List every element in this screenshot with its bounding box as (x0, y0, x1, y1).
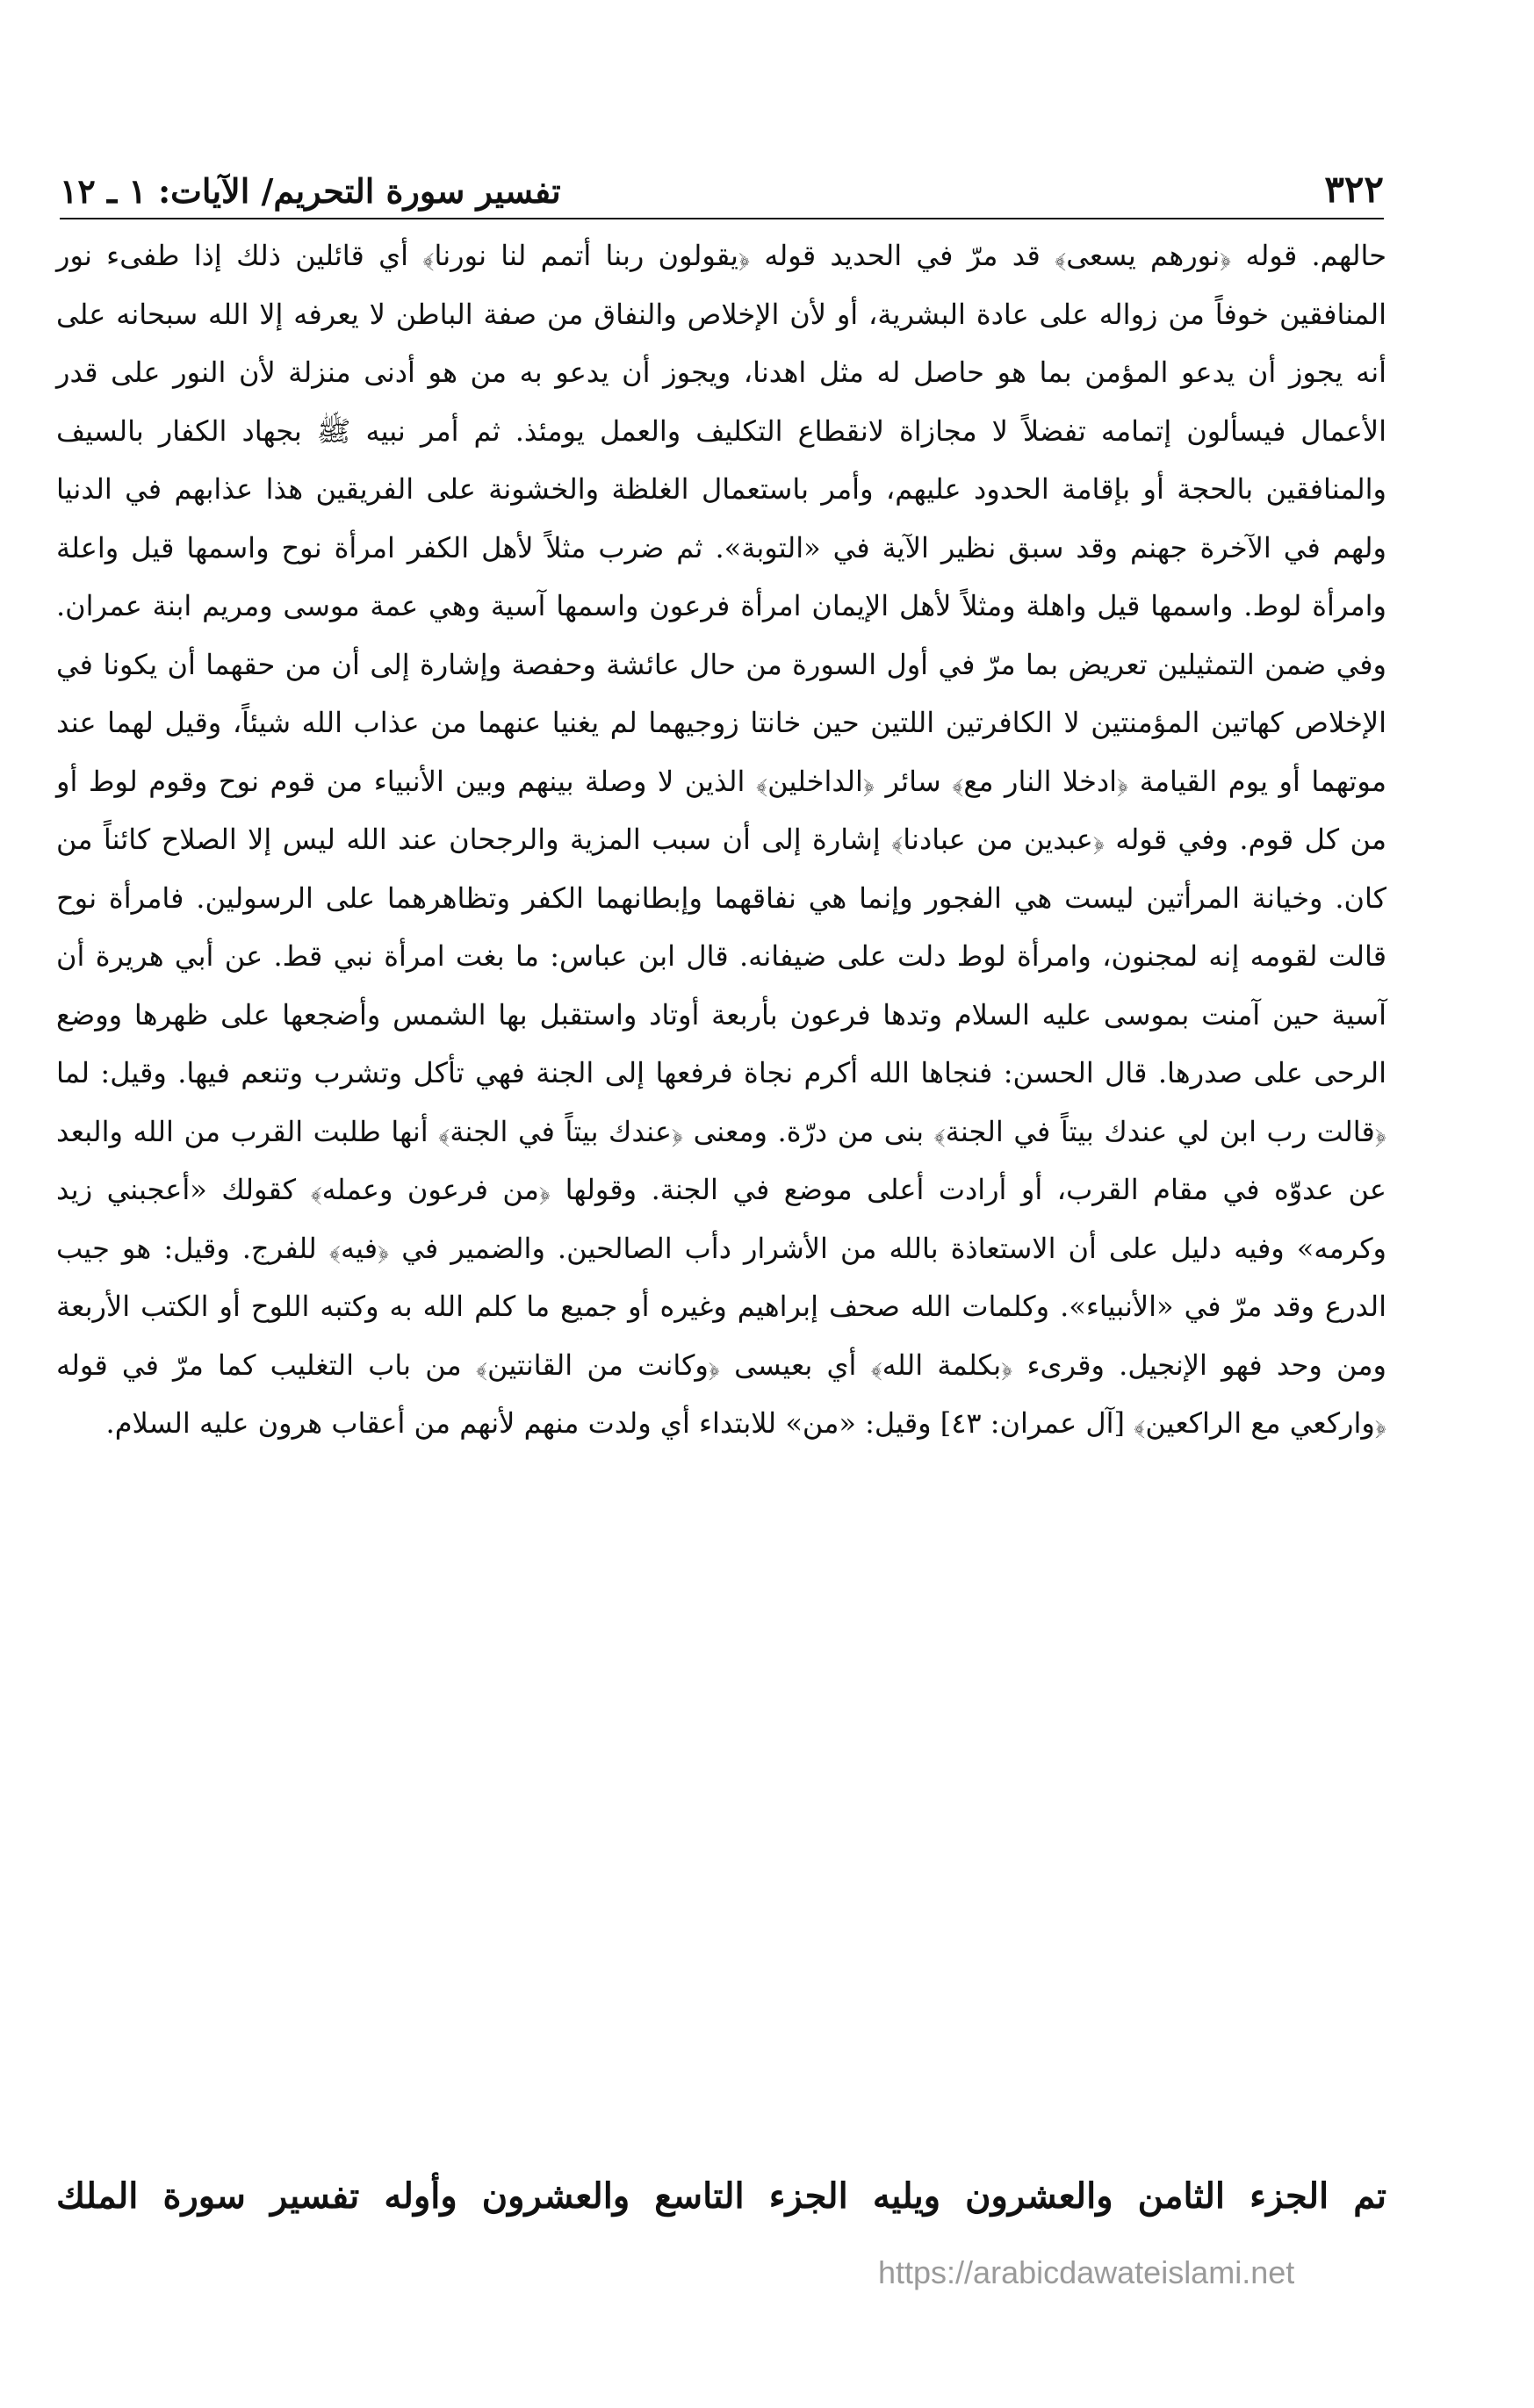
volume-closing-note: تم الجزء الثامن والعشرون ويليه الجزء التاسع والعشرون وأوله تفسير سورة الملك (56, 2175, 1386, 2217)
header-divider (60, 218, 1384, 219)
watermark-url: https://arabicdawateislami.net (878, 2254, 1295, 2290)
running-title: تفسير سورة التحريم/ الآيات: ١ ـ ١٢ (60, 171, 561, 211)
commentary-paragraph: حالهم. قوله ﴿نورهم يسعى﴾ قد مرّ في الحديد قوله ﴿يقولون ربنا أتمم لنا نورنا﴾ أي قائلين ذلك إذا طفىء نور المنافقين خوفاً من زواله على عادة البشرية، أو لأن الإخلاص والنفاق من صفة الباطن لا يعرفه إلا الله سبحانه على أنه يجوز أن يدعو المؤمن بما هو حاصل له مثل اهدنا، ويجوز أن يدعو به من هو أدنى منزلة لأن النور على قدر الأعمال فيسألون إتمامه تفضلاً لا مجازاة لانقطاع التكليف والعمل يومئذ. ثم أمر نبيه ﷺ بجهاد الكفار بالسيف والمنافقين بالحجة أو بإقامة الحدود عليهم، وأمر باستعمال الغلظة والخشونة على الفريقين هذا عذابهم في الدنيا ولهم في الآخرة جهنم وقد سبق نظير الآية في «التوبة». ثم ضرب مثلاً لأهل الكفر امرأة نوح واسمها قيل واعلة وامرأة لوط. واسمها قيل واهلة ومثلاً لأهل الإيمان امرأة فرعون واسمها آسية وهي عمة موسى ومريم ابنة عمران. وفي ضمن التمثيلين تعريض بما مرّ في أول السورة من حال عائشة وحفصة وإشارة إلى أن من حقهما أن يكونا في الإخلاص كهاتين المؤمنتين لا الكافرتين اللتين حين خانتا زوجيهما لم يغنيا عنهما من عذاب الله شيئاً، وقيل لهما عند موتهما أو يوم القيامة ﴿ادخلا النار مع﴾ سائر ﴿الداخلين﴾ الذين لا وصلة بينهم وبين الأنبياء من قوم نوح وقوم لوط أو من كل قوم. وفي قوله ﴿عبدين من عبادنا﴾ إشارة إلى أن سبب المزية والرجحان عند الله ليس إلا الصلاح كائناً من كان. وخيانة المرأتين ليست هي الفجور وإنما هي نفاقهما وإبطانهما الكفر وتظاهرهما على الرسولين. فامرأة نوح قالت لقومه إنه لمجنون، وامرأة لوط دلت على ضيفانه. قال ابن عباس: ما بغت امرأة نبي قط. عن أبي هريرة أن آسية حين آمنت بموسى عليه السلام وتدها فرعون بأربعة أوتاد واستقبل بها الشمس وأضجعها على ظهرها ووضع الرحى على صدرها. قال الحسن: فنجاها الله أكرم نجاة فرفعها إلى الجنة فهي تأكل وتشرب وتنعم فيها. وقيل: لما ﴿قالت رب ابن لي عندك بيتاً في الجنة﴾ بنى من درّة. ومعنى ﴿عندك بيتاً في الجنة﴾ أنها طلبت القرب من الله والبعد عن عدوّه في مقام القرب، أو أرادت أعلى موضع في الجنة. وقولها ﴿من فرعون وعمله﴾ كقولك «أعجبني زيد وكرمه» وفيه دليل على أن الاستعاذة بالله من الأشرار دأب الصالحين. والضمير في ﴿فيه﴾ للفرج. وقيل: هو جيب الدرع وقد مرّ في «الأنبياء». وكلمات الله صحف إبراهيم وغيره أو جميع ما كلم الله به وكتبه اللوح أو الكتب الأربعة ومن وحد فهو الإنجيل. وقرىء ﴿بكلمة الله﴾ أي بعيسى ﴿وكانت من القانتين﴾ من باب التغليب كما مرّ في قوله ﴿واركعي مع الراكعين﴾ [آل عمران: ٤٣] وقيل: «من» للابتداء أي ولدت منهم لأنهم من أعقاب هرون عليه السلام. (56, 239, 1387, 1440)
commentary-body (56, 226, 1386, 1453)
page-header (60, 158, 1384, 211)
page-number: ٣٢٢ (1324, 168, 1384, 211)
